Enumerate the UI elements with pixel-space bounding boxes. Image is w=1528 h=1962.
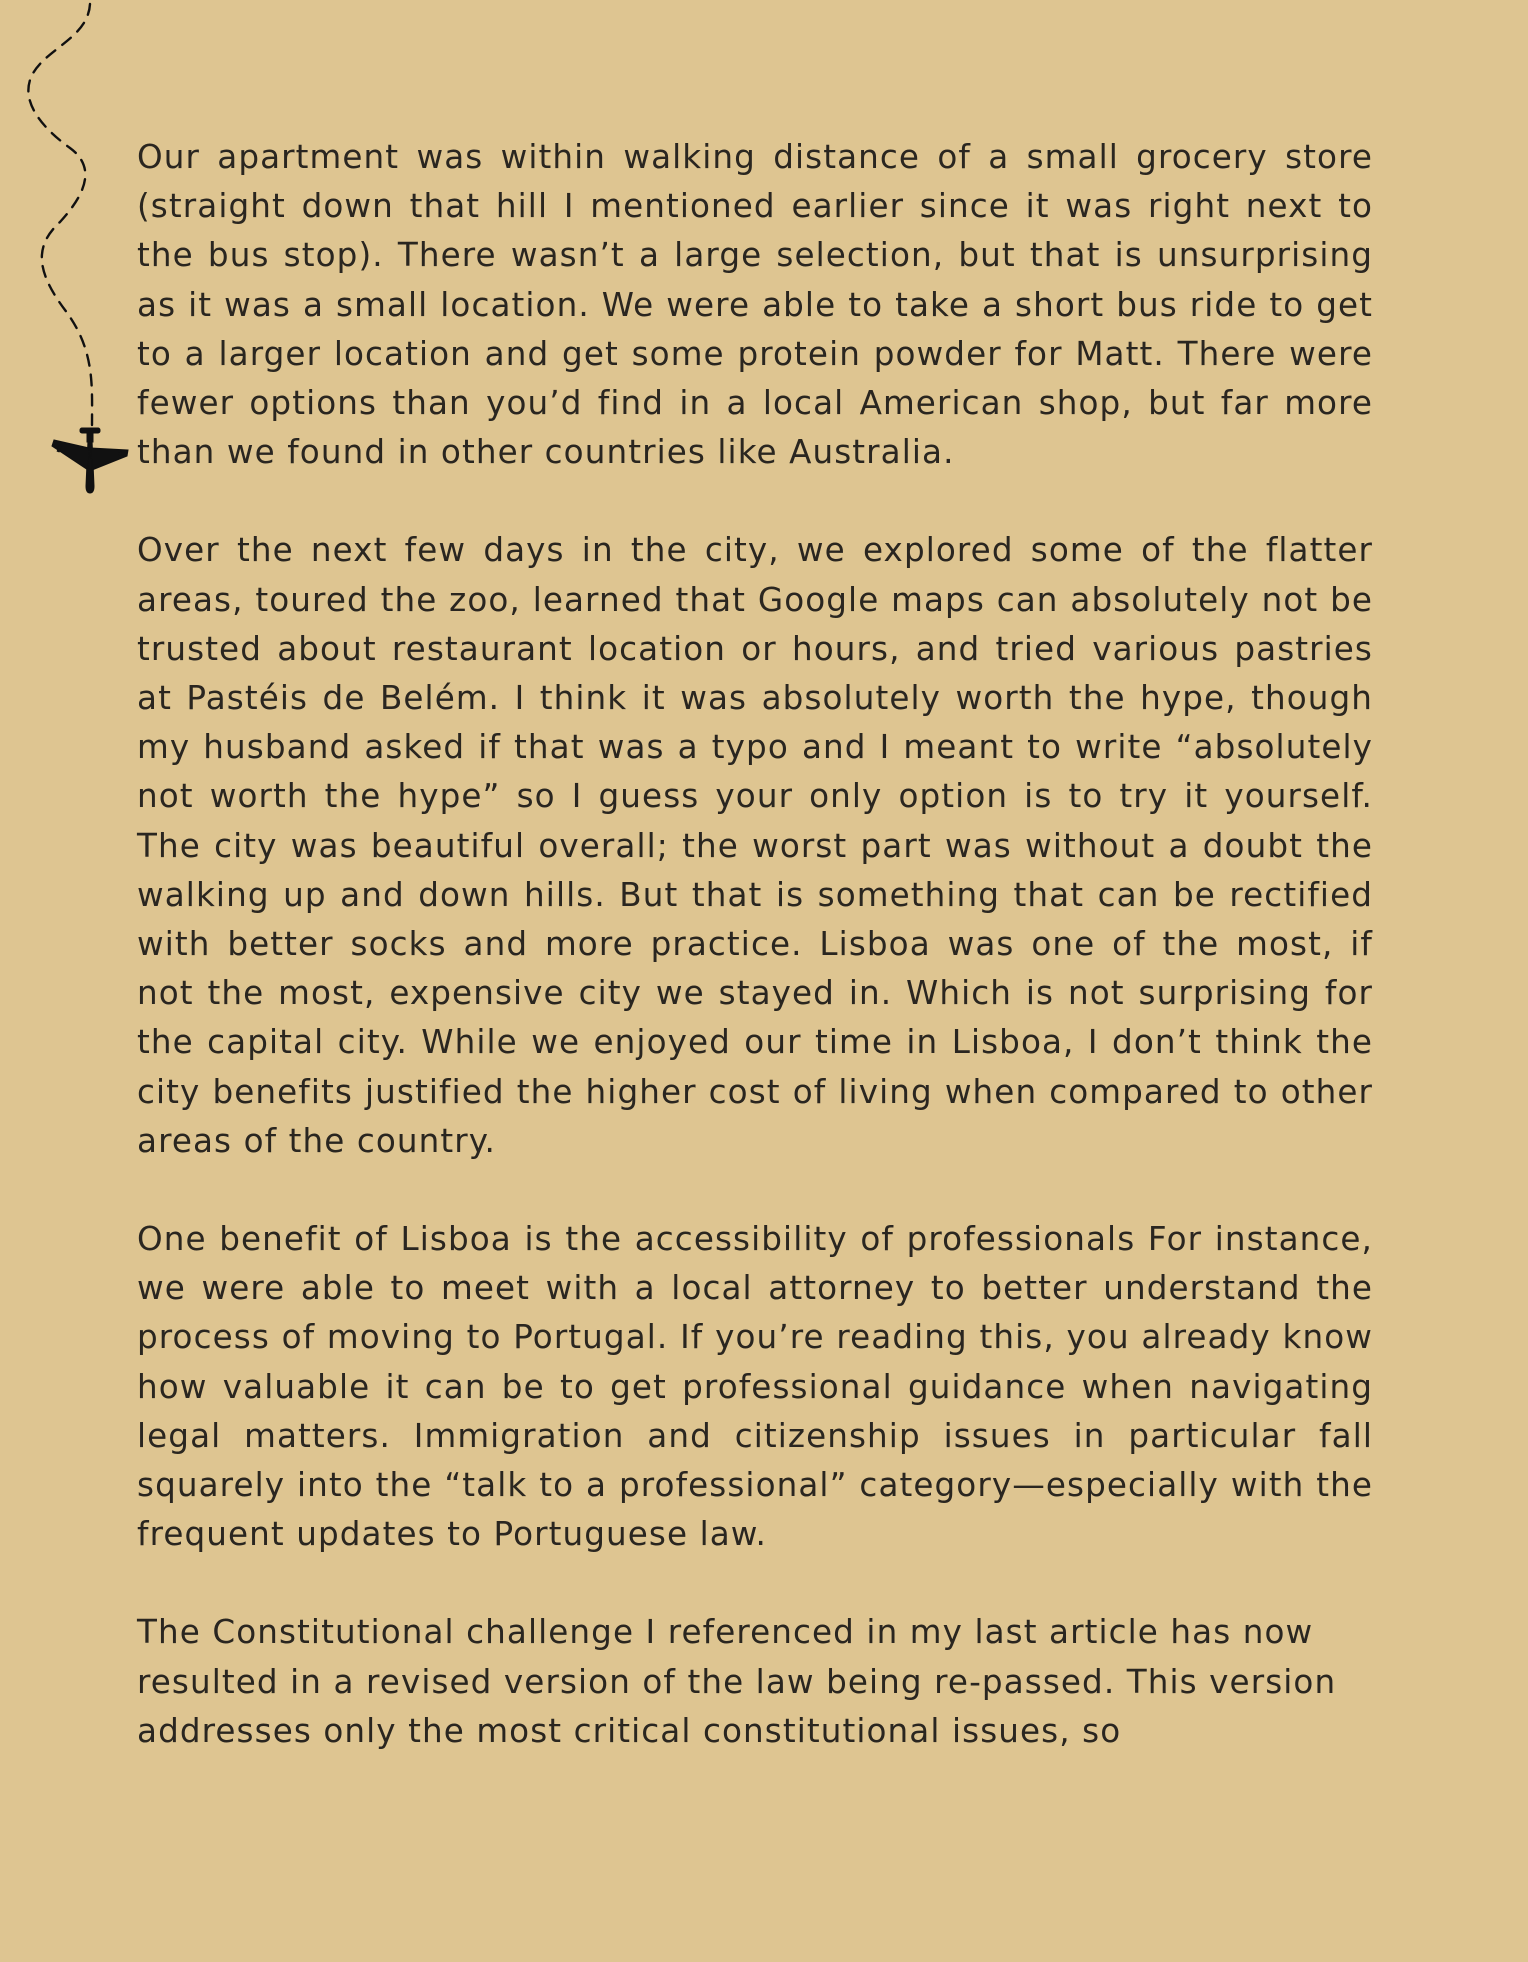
- airplane-icon: [52, 428, 128, 493]
- paragraph-constitutional-challenge: The Constitutional challenge I referenced in my last article has now resulted in a revised version of the law being re-passed. This version addresses only the most critical constitutional issues, so: [137, 1613, 1337, 1750]
- dashed-flight-path-icon: [0, 0, 160, 520]
- paragraph-city-exploration: Over the next few days in the city, we explored some of the flatter areas, toured the zoo, learned that Google maps can absolutely not be trusted about restaurant location or hours, and tried various pastries at Pastéis de Belém. I think it was absolutely worth the hype, though my husband asked if that was a typo and I meant to write “absolutely not worth the hype” so I guess your only option is to try it yourself. The city was beautiful overall; the worst part was without a doubt the walking up and down hills. But that is something that can be rectified with better socks and more practice. Lisboa was one of the most, if not the most, expensive city we stayed in. Which is not surprising for the capital city. While we enjoyed our time in Lisboa, I don’t think the city benefits justified the higher cost of living when compared to other areas of the country.: [137, 531, 1373, 1160]
- flight-path-line: [28, 4, 92, 425]
- paragraph-grocery-store: Our apartment was within walking distance of a small grocery store (straight down that hill I mentioned earlier since it was right next to the bus stop). There wasn’t a large selection, but that is unsurprising as it was a small location. We were able to take a short bus ride to get to a larger location and get some protein powder for Matt. There were fewer options than you’d find in a local American shop, but far more than we found in other countries like Australia.: [137, 138, 1373, 472]
- paragraph-professionals: One benefit of Lisboa is the accessibility of professionals For instance, we were able to meet with a local attorney to better understand the process of moving to Portugal. If you’re reading this, you already know how valuable it can be to get professional guidance when navigating legal matters. Immigration and citizenship issues in particular fall squarely into the “talk to a professional” category—especially with the frequent updates to Portuguese law.: [137, 1220, 1373, 1554]
- article-body: [137, 133, 1373, 1805]
